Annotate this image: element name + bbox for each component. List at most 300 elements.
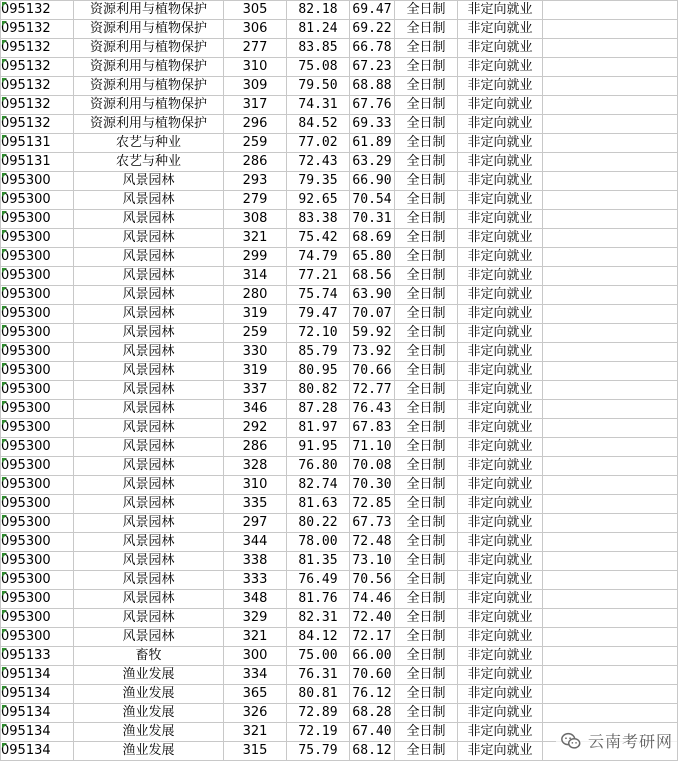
- cell-total-score[interactable]: 319: [224, 362, 287, 381]
- cell-score-2[interactable]: 68.56: [350, 267, 395, 286]
- cell-major[interactable]: 渔业发展: [74, 685, 224, 704]
- cell-score-1[interactable]: 81.63: [287, 495, 350, 514]
- cell-major[interactable]: 资源利用与植物保护: [74, 77, 224, 96]
- cell-code[interactable]: 095134: [1, 666, 74, 685]
- cell-major[interactable]: 渔业发展: [74, 666, 224, 685]
- cell-major[interactable]: 风景园林: [74, 324, 224, 343]
- cell-score-1[interactable]: 79.47: [287, 305, 350, 324]
- cell-empty[interactable]: [543, 419, 678, 438]
- cell-study-mode[interactable]: 全日制: [395, 343, 458, 362]
- cell-employment-type[interactable]: 非定向就业: [458, 229, 543, 248]
- cell-empty[interactable]: [543, 381, 678, 400]
- cell-score-1[interactable]: 83.85: [287, 39, 350, 58]
- cell-score-1[interactable]: 77.02: [287, 134, 350, 153]
- cell-code[interactable]: 095300: [1, 324, 74, 343]
- cell-score-2[interactable]: 70.31: [350, 210, 395, 229]
- cell-score-1[interactable]: 81.35: [287, 552, 350, 571]
- cell-total-score[interactable]: 310: [224, 476, 287, 495]
- cell-empty[interactable]: [543, 666, 678, 685]
- cell-total-score[interactable]: 321: [224, 229, 287, 248]
- cell-study-mode[interactable]: 全日制: [395, 96, 458, 115]
- cell-score-2[interactable]: 70.30: [350, 476, 395, 495]
- cell-employment-type[interactable]: 非定向就业: [458, 438, 543, 457]
- cell-empty[interactable]: [543, 134, 678, 153]
- cell-employment-type[interactable]: 非定向就业: [458, 495, 543, 514]
- cell-total-score[interactable]: 335: [224, 495, 287, 514]
- cell-score-2[interactable]: 72.48: [350, 533, 395, 552]
- cell-empty[interactable]: [543, 39, 678, 58]
- cell-major[interactable]: 风景园林: [74, 286, 224, 305]
- cell-score-1[interactable]: 92.65: [287, 191, 350, 210]
- cell-study-mode[interactable]: 全日制: [395, 533, 458, 552]
- cell-code[interactable]: 095300: [1, 229, 74, 248]
- cell-total-score[interactable]: 365: [224, 685, 287, 704]
- cell-major[interactable]: 资源利用与植物保护: [74, 1, 224, 20]
- cell-empty[interactable]: [543, 305, 678, 324]
- cell-major[interactable]: 风景园林: [74, 476, 224, 495]
- cell-code[interactable]: 095132: [1, 96, 74, 115]
- cell-code[interactable]: 095300: [1, 400, 74, 419]
- cell-major[interactable]: 风景园林: [74, 628, 224, 647]
- cell-total-score[interactable]: 348: [224, 590, 287, 609]
- cell-empty[interactable]: [543, 20, 678, 39]
- cell-total-score[interactable]: 337: [224, 381, 287, 400]
- cell-major[interactable]: 风景园林: [74, 514, 224, 533]
- cell-employment-type[interactable]: 非定向就业: [458, 172, 543, 191]
- cell-total-score[interactable]: 306: [224, 20, 287, 39]
- cell-score-1[interactable]: 83.38: [287, 210, 350, 229]
- cell-code[interactable]: 095132: [1, 115, 74, 134]
- cell-score-2[interactable]: 69.33: [350, 115, 395, 134]
- cell-empty[interactable]: [543, 590, 678, 609]
- cell-major[interactable]: 农艺与种业: [74, 153, 224, 172]
- cell-score-1[interactable]: 91.95: [287, 438, 350, 457]
- cell-score-2[interactable]: 67.40: [350, 723, 395, 742]
- cell-empty[interactable]: [543, 58, 678, 77]
- cell-employment-type[interactable]: 非定向就业: [458, 457, 543, 476]
- cell-score-1[interactable]: 80.81: [287, 685, 350, 704]
- cell-study-mode[interactable]: 全日制: [395, 20, 458, 39]
- cell-total-score[interactable]: 321: [224, 628, 287, 647]
- cell-score-1[interactable]: 85.79: [287, 343, 350, 362]
- cell-employment-type[interactable]: 非定向就业: [458, 685, 543, 704]
- cell-major[interactable]: 风景园林: [74, 362, 224, 381]
- cell-total-score[interactable]: 297: [224, 514, 287, 533]
- cell-total-score[interactable]: 319: [224, 305, 287, 324]
- cell-employment-type[interactable]: 非定向就业: [458, 609, 543, 628]
- cell-score-1[interactable]: 75.79: [287, 742, 350, 761]
- cell-code[interactable]: 095300: [1, 172, 74, 191]
- cell-employment-type[interactable]: 非定向就业: [458, 647, 543, 666]
- cell-code[interactable]: 095132: [1, 1, 74, 20]
- cell-score-1[interactable]: 72.19: [287, 723, 350, 742]
- cell-total-score[interactable]: 344: [224, 533, 287, 552]
- cell-empty[interactable]: [543, 267, 678, 286]
- cell-study-mode[interactable]: 全日制: [395, 229, 458, 248]
- cell-study-mode[interactable]: 全日制: [395, 77, 458, 96]
- cell-employment-type[interactable]: 非定向就业: [458, 571, 543, 590]
- cell-score-2[interactable]: 66.90: [350, 172, 395, 191]
- cell-code[interactable]: 095300: [1, 286, 74, 305]
- cell-empty[interactable]: [543, 229, 678, 248]
- cell-code[interactable]: 095134: [1, 704, 74, 723]
- cell-total-score[interactable]: 296: [224, 115, 287, 134]
- cell-major[interactable]: 风景园林: [74, 419, 224, 438]
- cell-employment-type[interactable]: 非定向就业: [458, 381, 543, 400]
- cell-score-1[interactable]: 72.43: [287, 153, 350, 172]
- cell-total-score[interactable]: 299: [224, 248, 287, 267]
- cell-study-mode[interactable]: 全日制: [395, 172, 458, 191]
- cell-major[interactable]: 资源利用与植物保护: [74, 20, 224, 39]
- cell-major[interactable]: 风景园林: [74, 191, 224, 210]
- cell-score-2[interactable]: 66.00: [350, 647, 395, 666]
- cell-score-1[interactable]: 76.80: [287, 457, 350, 476]
- cell-code[interactable]: 095300: [1, 590, 74, 609]
- cell-study-mode[interactable]: 全日制: [395, 134, 458, 153]
- cell-score-1[interactable]: 74.31: [287, 96, 350, 115]
- cell-score-1[interactable]: 80.22: [287, 514, 350, 533]
- cell-score-1[interactable]: 79.35: [287, 172, 350, 191]
- cell-score-2[interactable]: 68.88: [350, 77, 395, 96]
- cell-score-2[interactable]: 73.92: [350, 343, 395, 362]
- cell-major[interactable]: 风景园林: [74, 457, 224, 476]
- cell-employment-type[interactable]: 非定向就业: [458, 476, 543, 495]
- cell-major[interactable]: 风景园林: [74, 590, 224, 609]
- cell-score-1[interactable]: 80.95: [287, 362, 350, 381]
- cell-score-2[interactable]: 76.12: [350, 685, 395, 704]
- cell-score-1[interactable]: 80.82: [287, 381, 350, 400]
- cell-total-score[interactable]: 279: [224, 191, 287, 210]
- cell-total-score[interactable]: 259: [224, 324, 287, 343]
- cell-employment-type[interactable]: 非定向就业: [458, 723, 543, 742]
- cell-score-2[interactable]: 68.28: [350, 704, 395, 723]
- cell-empty[interactable]: [543, 115, 678, 134]
- cell-major[interactable]: 渔业发展: [74, 742, 224, 761]
- cell-employment-type[interactable]: 非定向就业: [458, 248, 543, 267]
- cell-study-mode[interactable]: 全日制: [395, 39, 458, 58]
- cell-empty[interactable]: [543, 495, 678, 514]
- cell-study-mode[interactable]: 全日制: [395, 590, 458, 609]
- cell-study-mode[interactable]: 全日制: [395, 362, 458, 381]
- cell-major[interactable]: 风景园林: [74, 248, 224, 267]
- cell-major[interactable]: 风景园林: [74, 210, 224, 229]
- cell-score-2[interactable]: 68.12: [350, 742, 395, 761]
- cell-score-2[interactable]: 67.83: [350, 419, 395, 438]
- cell-major[interactable]: 资源利用与植物保护: [74, 96, 224, 115]
- cell-score-1[interactable]: 74.79: [287, 248, 350, 267]
- cell-empty[interactable]: [543, 685, 678, 704]
- cell-study-mode[interactable]: 全日制: [395, 571, 458, 590]
- cell-score-1[interactable]: 75.08: [287, 58, 350, 77]
- cell-employment-type[interactable]: 非定向就业: [458, 324, 543, 343]
- cell-score-2[interactable]: 67.73: [350, 514, 395, 533]
- cell-score-1[interactable]: 79.50: [287, 77, 350, 96]
- cell-code[interactable]: 095300: [1, 305, 74, 324]
- cell-score-2[interactable]: 70.54: [350, 191, 395, 210]
- cell-study-mode[interactable]: 全日制: [395, 666, 458, 685]
- cell-code[interactable]: 095300: [1, 381, 74, 400]
- cell-total-score[interactable]: 333: [224, 571, 287, 590]
- cell-total-score[interactable]: 277: [224, 39, 287, 58]
- cell-score-2[interactable]: 59.92: [350, 324, 395, 343]
- cell-code[interactable]: 095132: [1, 20, 74, 39]
- cell-major[interactable]: 资源利用与植物保护: [74, 39, 224, 58]
- cell-code[interactable]: 095133: [1, 647, 74, 666]
- cell-score-2[interactable]: 74.46: [350, 590, 395, 609]
- cell-score-1[interactable]: 81.24: [287, 20, 350, 39]
- cell-total-score[interactable]: 292: [224, 419, 287, 438]
- cell-employment-type[interactable]: 非定向就业: [458, 552, 543, 571]
- cell-score-1[interactable]: 75.42: [287, 229, 350, 248]
- cell-employment-type[interactable]: 非定向就业: [458, 153, 543, 172]
- cell-study-mode[interactable]: 全日制: [395, 1, 458, 20]
- cell-total-score[interactable]: 329: [224, 609, 287, 628]
- cell-code[interactable]: 095300: [1, 514, 74, 533]
- cell-empty[interactable]: [543, 476, 678, 495]
- cell-study-mode[interactable]: 全日制: [395, 476, 458, 495]
- cell-score-2[interactable]: 61.89: [350, 134, 395, 153]
- cell-employment-type[interactable]: 非定向就业: [458, 96, 543, 115]
- cell-employment-type[interactable]: 非定向就业: [458, 39, 543, 58]
- cell-employment-type[interactable]: 非定向就业: [458, 267, 543, 286]
- cell-empty[interactable]: [543, 1, 678, 20]
- cell-empty[interactable]: [543, 609, 678, 628]
- cell-score-2[interactable]: 63.29: [350, 153, 395, 172]
- cell-score-2[interactable]: 68.69: [350, 229, 395, 248]
- cell-employment-type[interactable]: 非定向就业: [458, 134, 543, 153]
- cell-code[interactable]: 095300: [1, 248, 74, 267]
- cell-empty[interactable]: [543, 457, 678, 476]
- cell-empty[interactable]: [543, 191, 678, 210]
- cell-score-1[interactable]: 77.21: [287, 267, 350, 286]
- cell-score-1[interactable]: 76.31: [287, 666, 350, 685]
- cell-study-mode[interactable]: 全日制: [395, 685, 458, 704]
- cell-study-mode[interactable]: 全日制: [395, 704, 458, 723]
- cell-empty[interactable]: [543, 96, 678, 115]
- cell-empty[interactable]: [543, 704, 678, 723]
- cell-score-1[interactable]: 82.31: [287, 609, 350, 628]
- cell-study-mode[interactable]: 全日制: [395, 419, 458, 438]
- cell-score-1[interactable]: 75.00: [287, 647, 350, 666]
- cell-code[interactable]: 095300: [1, 571, 74, 590]
- cell-employment-type[interactable]: 非定向就业: [458, 419, 543, 438]
- cell-study-mode[interactable]: 全日制: [395, 514, 458, 533]
- cell-major[interactable]: 渔业发展: [74, 704, 224, 723]
- cell-total-score[interactable]: 286: [224, 438, 287, 457]
- cell-code[interactable]: 095131: [1, 153, 74, 172]
- cell-score-2[interactable]: 69.22: [350, 20, 395, 39]
- cell-employment-type[interactable]: 非定向就业: [458, 400, 543, 419]
- cell-study-mode[interactable]: 全日制: [395, 286, 458, 305]
- cell-total-score[interactable]: 338: [224, 552, 287, 571]
- cell-study-mode[interactable]: 全日制: [395, 210, 458, 229]
- cell-total-score[interactable]: 309: [224, 77, 287, 96]
- cell-major[interactable]: 风景园林: [74, 229, 224, 248]
- cell-code[interactable]: 095134: [1, 723, 74, 742]
- cell-code[interactable]: 095134: [1, 742, 74, 761]
- cell-major[interactable]: 风景园林: [74, 438, 224, 457]
- cell-code[interactable]: 095300: [1, 533, 74, 552]
- cell-code[interactable]: 095300: [1, 210, 74, 229]
- cell-major[interactable]: 风景园林: [74, 343, 224, 362]
- cell-score-2[interactable]: 76.43: [350, 400, 395, 419]
- cell-total-score[interactable]: 326: [224, 704, 287, 723]
- cell-code[interactable]: 095300: [1, 495, 74, 514]
- cell-study-mode[interactable]: 全日制: [395, 153, 458, 172]
- cell-score-1[interactable]: 75.74: [287, 286, 350, 305]
- cell-score-2[interactable]: 73.10: [350, 552, 395, 571]
- cell-study-mode[interactable]: 全日制: [395, 457, 458, 476]
- cell-score-2[interactable]: 71.10: [350, 438, 395, 457]
- cell-score-2[interactable]: 70.56: [350, 571, 395, 590]
- cell-score-1[interactable]: 84.52: [287, 115, 350, 134]
- cell-major[interactable]: 风景园林: [74, 533, 224, 552]
- cell-code[interactable]: 095132: [1, 58, 74, 77]
- cell-total-score[interactable]: 321: [224, 723, 287, 742]
- cell-total-score[interactable]: 280: [224, 286, 287, 305]
- cell-employment-type[interactable]: 非定向就业: [458, 343, 543, 362]
- cell-empty[interactable]: [543, 286, 678, 305]
- cell-code[interactable]: 095300: [1, 609, 74, 628]
- cell-total-score[interactable]: 286: [224, 153, 287, 172]
- cell-employment-type[interactable]: 非定向就业: [458, 514, 543, 533]
- cell-code[interactable]: 095300: [1, 438, 74, 457]
- cell-empty[interactable]: [543, 172, 678, 191]
- cell-score-2[interactable]: 66.78: [350, 39, 395, 58]
- cell-score-2[interactable]: 72.17: [350, 628, 395, 647]
- cell-major[interactable]: 风景园林: [74, 172, 224, 191]
- cell-score-1[interactable]: 72.89: [287, 704, 350, 723]
- cell-study-mode[interactable]: 全日制: [395, 115, 458, 134]
- cell-code[interactable]: 095300: [1, 362, 74, 381]
- cell-score-1[interactable]: 82.18: [287, 1, 350, 20]
- cell-major[interactable]: 风景园林: [74, 609, 224, 628]
- cell-score-2[interactable]: 72.85: [350, 495, 395, 514]
- cell-score-2[interactable]: 70.07: [350, 305, 395, 324]
- cell-code[interactable]: 095300: [1, 191, 74, 210]
- cell-score-1[interactable]: 81.97: [287, 419, 350, 438]
- cell-total-score[interactable]: 330: [224, 343, 287, 362]
- cell-code[interactable]: 095300: [1, 476, 74, 495]
- cell-empty[interactable]: [543, 571, 678, 590]
- cell-empty[interactable]: [543, 647, 678, 666]
- cell-study-mode[interactable]: 全日制: [395, 381, 458, 400]
- cell-study-mode[interactable]: 全日制: [395, 552, 458, 571]
- cell-employment-type[interactable]: 非定向就业: [458, 191, 543, 210]
- cell-score-2[interactable]: 65.80: [350, 248, 395, 267]
- cell-empty[interactable]: [543, 248, 678, 267]
- cell-employment-type[interactable]: 非定向就业: [458, 305, 543, 324]
- cell-empty[interactable]: [543, 628, 678, 647]
- cell-major[interactable]: 风景园林: [74, 381, 224, 400]
- cell-score-1[interactable]: 87.28: [287, 400, 350, 419]
- cell-study-mode[interactable]: 全日制: [395, 267, 458, 286]
- cell-score-1[interactable]: 82.74: [287, 476, 350, 495]
- cell-code[interactable]: 095131: [1, 134, 74, 153]
- cell-total-score[interactable]: 300: [224, 647, 287, 666]
- cell-employment-type[interactable]: 非定向就业: [458, 533, 543, 552]
- cell-study-mode[interactable]: 全日制: [395, 324, 458, 343]
- cell-study-mode[interactable]: 全日制: [395, 742, 458, 761]
- cell-major[interactable]: 畜牧: [74, 647, 224, 666]
- cell-employment-type[interactable]: 非定向就业: [458, 286, 543, 305]
- cell-study-mode[interactable]: 全日制: [395, 609, 458, 628]
- cell-study-mode[interactable]: 全日制: [395, 438, 458, 457]
- cell-study-mode[interactable]: 全日制: [395, 191, 458, 210]
- cell-code[interactable]: 095132: [1, 39, 74, 58]
- cell-score-2[interactable]: 70.66: [350, 362, 395, 381]
- cell-empty[interactable]: [543, 324, 678, 343]
- cell-employment-type[interactable]: 非定向就业: [458, 1, 543, 20]
- cell-total-score[interactable]: 305: [224, 1, 287, 20]
- cell-employment-type[interactable]: 非定向就业: [458, 590, 543, 609]
- cell-study-mode[interactable]: 全日制: [395, 58, 458, 77]
- cell-total-score[interactable]: 314: [224, 267, 287, 286]
- cell-code[interactable]: 095300: [1, 267, 74, 286]
- cell-code[interactable]: 095134: [1, 685, 74, 704]
- cell-score-1[interactable]: 84.12: [287, 628, 350, 647]
- cell-study-mode[interactable]: 全日制: [395, 495, 458, 514]
- cell-major[interactable]: 风景园林: [74, 552, 224, 571]
- cell-code[interactable]: 095300: [1, 343, 74, 362]
- cell-major[interactable]: 农艺与种业: [74, 134, 224, 153]
- cell-code[interactable]: 095132: [1, 77, 74, 96]
- cell-employment-type[interactable]: 非定向就业: [458, 77, 543, 96]
- cell-study-mode[interactable]: 全日制: [395, 248, 458, 267]
- cell-major[interactable]: 渔业发展: [74, 723, 224, 742]
- cell-major[interactable]: 风景园林: [74, 495, 224, 514]
- cell-score-2[interactable]: 67.23: [350, 58, 395, 77]
- cell-empty[interactable]: [543, 343, 678, 362]
- cell-total-score[interactable]: 259: [224, 134, 287, 153]
- cell-total-score[interactable]: 328: [224, 457, 287, 476]
- cell-score-1[interactable]: 81.76: [287, 590, 350, 609]
- cell-study-mode[interactable]: 全日制: [395, 400, 458, 419]
- cell-major[interactable]: 风景园林: [74, 571, 224, 590]
- cell-employment-type[interactable]: 非定向就业: [458, 58, 543, 77]
- cell-empty[interactable]: [543, 552, 678, 571]
- cell-study-mode[interactable]: 全日制: [395, 647, 458, 666]
- cell-employment-type[interactable]: 非定向就业: [458, 210, 543, 229]
- cell-score-2[interactable]: 67.76: [350, 96, 395, 115]
- cell-code[interactable]: 095300: [1, 457, 74, 476]
- cell-score-1[interactable]: 76.49: [287, 571, 350, 590]
- cell-total-score[interactable]: 346: [224, 400, 287, 419]
- cell-code[interactable]: 095300: [1, 628, 74, 647]
- cell-code[interactable]: 095300: [1, 552, 74, 571]
- cell-empty[interactable]: [543, 514, 678, 533]
- cell-major[interactable]: 资源利用与植物保护: [74, 58, 224, 77]
- cell-empty[interactable]: [543, 153, 678, 172]
- cell-code[interactable]: 095300: [1, 419, 74, 438]
- cell-score-1[interactable]: 78.00: [287, 533, 350, 552]
- cell-employment-type[interactable]: 非定向就业: [458, 115, 543, 134]
- cell-study-mode[interactable]: 全日制: [395, 628, 458, 647]
- cell-empty[interactable]: [543, 438, 678, 457]
- cell-score-2[interactable]: 70.08: [350, 457, 395, 476]
- cell-empty[interactable]: [543, 533, 678, 552]
- cell-score-2[interactable]: 69.47: [350, 1, 395, 20]
- cell-employment-type[interactable]: 非定向就业: [458, 628, 543, 647]
- cell-major[interactable]: 风景园林: [74, 305, 224, 324]
- cell-score-2[interactable]: 63.90: [350, 286, 395, 305]
- cell-total-score[interactable]: 315: [224, 742, 287, 761]
- cell-total-score[interactable]: 334: [224, 666, 287, 685]
- cell-total-score[interactable]: 317: [224, 96, 287, 115]
- cell-major[interactable]: 风景园林: [74, 400, 224, 419]
- cell-score-2[interactable]: 72.40: [350, 609, 395, 628]
- cell-empty[interactable]: [543, 77, 678, 96]
